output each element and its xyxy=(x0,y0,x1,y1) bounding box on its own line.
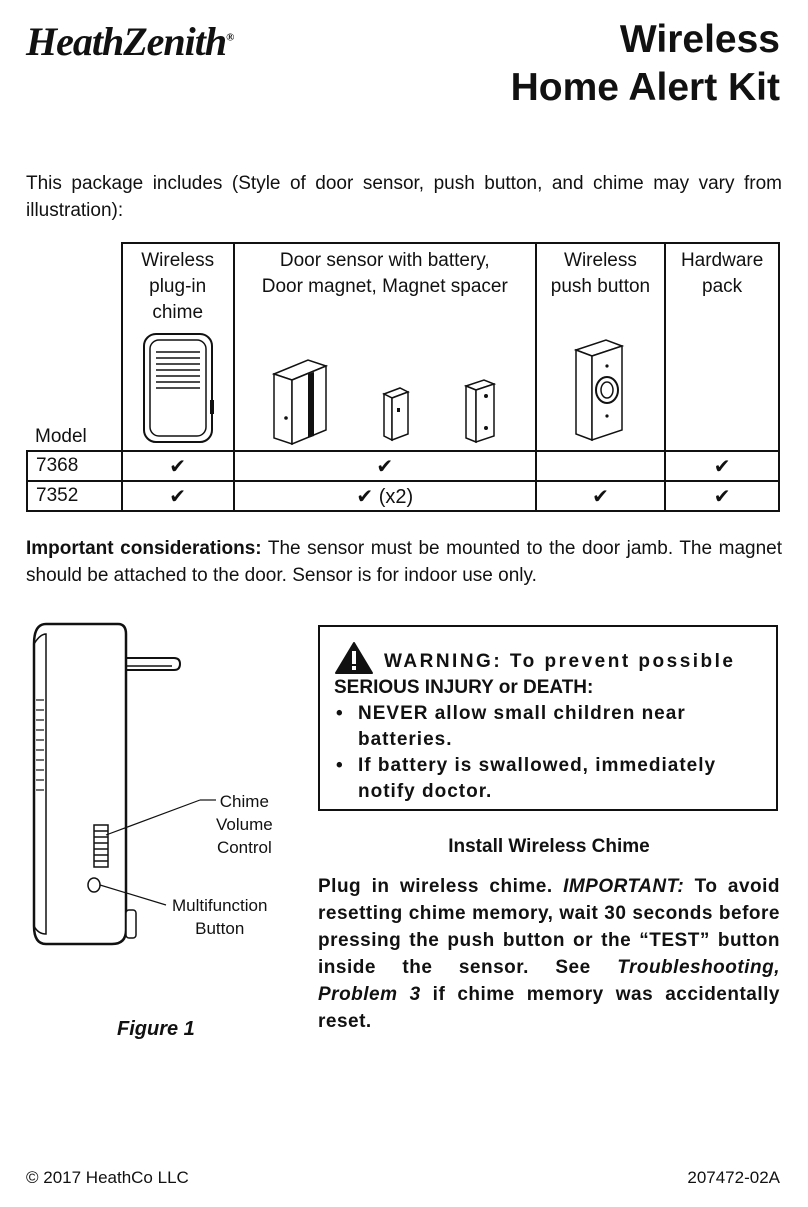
warning-heading xyxy=(334,641,764,675)
column-push-button xyxy=(536,243,666,451)
chime-illustration xyxy=(123,330,233,446)
column-label: plug-in xyxy=(149,276,207,297)
model-number: 7352 xyxy=(27,481,122,511)
column-label: pack xyxy=(702,276,743,297)
column-label: chime xyxy=(152,302,204,323)
table-header-row xyxy=(27,243,779,451)
callout-line: Volume xyxy=(216,815,273,834)
warning-item: • NEVER allow small children near batteries. xyxy=(334,701,764,753)
warning-box xyxy=(318,625,778,811)
warning-heading-text: WARNING: To prevent possible xyxy=(384,651,736,672)
check-cell: ✔ xyxy=(234,451,536,481)
important-considerations xyxy=(26,535,782,589)
figure-caption: Figure 1 xyxy=(117,1018,195,1040)
check-cell: ✔ (x2) xyxy=(234,481,536,511)
column-label: Hardware xyxy=(680,250,764,271)
install-text: Plug in wireless chime. xyxy=(318,876,564,897)
title-line-1: Wireless xyxy=(619,18,780,61)
warning-list xyxy=(334,701,764,805)
document-title xyxy=(511,16,780,112)
column-door-sensor xyxy=(234,243,536,451)
column-label: Wireless xyxy=(564,250,637,271)
column-label: Door sensor with battery, xyxy=(279,250,490,271)
important-label: Important considerations: xyxy=(26,538,262,559)
check-cell: ✔ xyxy=(122,451,234,481)
callout-line: Chime xyxy=(219,792,269,811)
install-section-title: Install Wireless Chime xyxy=(448,836,650,857)
check-cell: ✔ xyxy=(665,481,779,511)
title-line-2: Home Alert Kit xyxy=(510,66,780,109)
volume-control-callout xyxy=(216,790,273,859)
push-button-illustration xyxy=(537,336,665,446)
door-sensor-illustration xyxy=(235,356,535,446)
column-hardware xyxy=(665,243,779,451)
brand-name: HeathZenith xyxy=(26,19,227,64)
check-cell: ✔ xyxy=(665,451,779,481)
install-text: if chime memory was accidentally reset. xyxy=(318,984,780,1032)
registered-mark: ® xyxy=(226,31,234,44)
check-cell: ✔ xyxy=(122,481,234,511)
model-number: 7368 xyxy=(27,451,122,481)
table-row xyxy=(27,481,779,511)
important-text: The sensor must be mounted to the door jamb. The magnet should be attached to the door. Sensor is for indoor use only. xyxy=(26,538,782,586)
column-label: push button xyxy=(550,276,651,297)
callout-line: Control xyxy=(216,838,272,857)
check-cell: ✔ xyxy=(536,481,666,511)
model-header: Model xyxy=(27,243,122,451)
column-label: Wireless xyxy=(141,250,215,271)
column-label: Door magnet, Magnet spacer xyxy=(261,276,508,297)
package-intro: This package includes (Style of door sensor, push button, and chime may vary from illustration): xyxy=(26,173,782,221)
warning-item: • If battery is swallowed, immediately notify doctor. xyxy=(334,753,764,805)
warning-heading-2: SERIOUS INJURY or DEATH: xyxy=(334,677,594,698)
callout-line: Multifunction xyxy=(172,896,268,915)
document-number: 207472-02A xyxy=(687,1168,780,1187)
column-chime xyxy=(122,243,234,451)
important-emphasis: IMPORTANT: xyxy=(563,876,685,897)
callout-line: Button xyxy=(195,919,245,938)
package-contents-table xyxy=(26,242,780,512)
table-row xyxy=(27,451,779,481)
copyright: © 2017 HeathCo LLC xyxy=(26,1168,189,1187)
warning-triangle-icon xyxy=(334,641,374,675)
check-cell xyxy=(536,451,666,481)
brand-logo xyxy=(26,18,233,65)
troubleshooting-reference: Troubleshooting, Problem 3 xyxy=(318,957,780,1005)
multifunction-button-callout xyxy=(172,894,267,940)
install-text: To avoid resetting chime memory, wait 30 seconds before pressing the push button or the “TEST” button inside the sensor. See xyxy=(318,876,781,978)
install-instructions xyxy=(318,873,780,1035)
